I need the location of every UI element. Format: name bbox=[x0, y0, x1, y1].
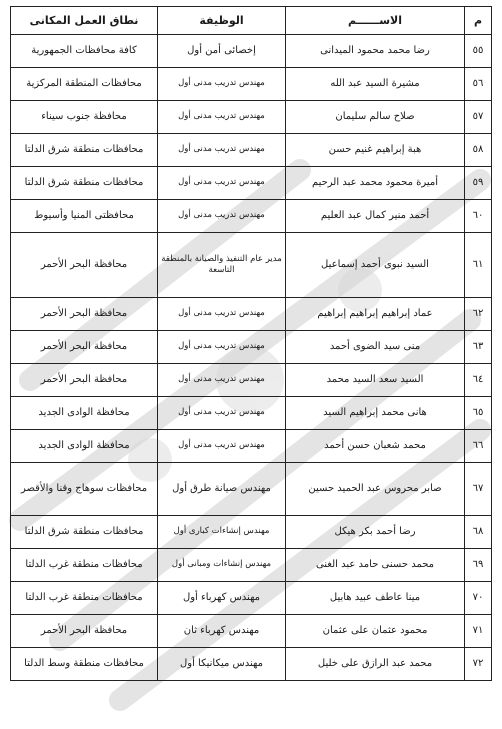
table-header-row bbox=[11, 7, 492, 35]
cell-num: ٦٣ bbox=[465, 331, 492, 364]
cell-job: مهندس تدريب مدنى أول bbox=[158, 430, 286, 463]
cell-num: ٦٤ bbox=[465, 364, 492, 397]
cell-scope: كافة محافظات الجمهورية bbox=[11, 35, 158, 68]
cell-scope: محافظات المنطقة المركزية bbox=[11, 68, 158, 101]
cell-num: ٧٠ bbox=[465, 582, 492, 615]
cell-name: محمود عثمان على عثمان bbox=[286, 615, 465, 648]
cell-num: ٥٨ bbox=[465, 134, 492, 167]
cell-job: مهندس تدريب مدنى أول bbox=[158, 364, 286, 397]
cell-name: محمد عبد الرازق على خليل bbox=[286, 648, 465, 681]
table-row bbox=[11, 134, 492, 167]
cell-num: ٦٢ bbox=[465, 298, 492, 331]
table-row bbox=[11, 68, 492, 101]
cell-scope: محافظات منطقة غرب الدلتا bbox=[11, 549, 158, 582]
cell-num: ٧١ bbox=[465, 615, 492, 648]
table-row bbox=[11, 648, 492, 681]
cell-name: رضا أحمد بكر هيكل bbox=[286, 516, 465, 549]
header-name: الاســــــم bbox=[286, 7, 465, 35]
cell-num: ٧٢ bbox=[465, 648, 492, 681]
table-row bbox=[11, 200, 492, 233]
cell-num: ٦٧ bbox=[465, 463, 492, 516]
cell-job: مهندس تدريب مدنى أول bbox=[158, 397, 286, 430]
cell-scope: محافظات منطقة شرق الدلتا bbox=[11, 516, 158, 549]
header-scope: نطاق العمل المكانى bbox=[11, 7, 158, 35]
cell-scope: محافظات منطقة وسط الدلتا bbox=[11, 648, 158, 681]
cell-num: ٦٨ bbox=[465, 516, 492, 549]
cell-num: ٦٥ bbox=[465, 397, 492, 430]
cell-job: مهندس تدريب مدنى أول bbox=[158, 200, 286, 233]
cell-job: مهندس إنشاءات كبارى أول bbox=[158, 516, 286, 549]
cell-name: هانى محمد إبراهيم السيد bbox=[286, 397, 465, 430]
cell-name: أحمد منير كمال عبد العليم bbox=[286, 200, 465, 233]
table-row bbox=[11, 549, 492, 582]
cell-scope: محافظتى المنيا وأسيوط bbox=[11, 200, 158, 233]
cell-job: مهندس كهرباء أول bbox=[158, 582, 286, 615]
cell-num: ٦٩ bbox=[465, 549, 492, 582]
table-row bbox=[11, 233, 492, 298]
table-row bbox=[11, 397, 492, 430]
cell-num: ٥٩ bbox=[465, 167, 492, 200]
cell-name: مشيرة السيد عبد الله bbox=[286, 68, 465, 101]
cell-name: رضا محمد محمود الميدانى bbox=[286, 35, 465, 68]
cell-name: صابر محروس عبد الحميد حسين bbox=[286, 463, 465, 516]
cell-name: السيد سعد السيد محمد bbox=[286, 364, 465, 397]
cell-job: مهندس صيانة طرق أول bbox=[158, 463, 286, 516]
cell-name: منى سيد الضوى أحمد bbox=[286, 331, 465, 364]
header-job: الوظيفة bbox=[158, 7, 286, 35]
cell-scope: محافظة البحر الأحمر bbox=[11, 615, 158, 648]
cell-job: إخصائى أمن أول bbox=[158, 35, 286, 68]
cell-name: محمد شعبان حسن أحمد bbox=[286, 430, 465, 463]
cell-scope: محافظات منطقة شرق الدلتا bbox=[11, 167, 158, 200]
cell-scope: محافظات سوهاج وقنا والأقصر bbox=[11, 463, 158, 516]
cell-scope: محافظات منطقة شرق الدلتا bbox=[11, 134, 158, 167]
table-row bbox=[11, 167, 492, 200]
cell-job: مهندس تدريب مدنى أول bbox=[158, 134, 286, 167]
table-row bbox=[11, 582, 492, 615]
cell-scope: محافظة جنوب سيناء bbox=[11, 101, 158, 134]
cell-job: مهندس تدريب مدنى أول bbox=[158, 167, 286, 200]
cell-scope: محافظة البحر الأحمر bbox=[11, 331, 158, 364]
table-row bbox=[11, 463, 492, 516]
cell-num: ٥٧ bbox=[465, 101, 492, 134]
cell-job: مهندس تدريب مدنى أول bbox=[158, 101, 286, 134]
cell-scope: محافظة الوادى الجديد bbox=[11, 397, 158, 430]
table-row bbox=[11, 615, 492, 648]
cell-job: مهندس تدريب مدنى أول bbox=[158, 68, 286, 101]
table-row bbox=[11, 430, 492, 463]
cell-name: السيد نبوى أحمد إسماعيل bbox=[286, 233, 465, 298]
table-row bbox=[11, 364, 492, 397]
cell-scope: محافظة البحر الأحمر bbox=[11, 233, 158, 298]
header-num: م bbox=[465, 7, 492, 35]
cell-name: أميرة محمود محمد عبد الرحيم bbox=[286, 167, 465, 200]
cell-num: ٦٠ bbox=[465, 200, 492, 233]
table-row bbox=[11, 101, 492, 134]
cell-job: مدير عام التنفيذ والصيانة بالمنطقة التاسعة bbox=[158, 233, 286, 298]
cell-num: ٦١ bbox=[465, 233, 492, 298]
cell-name: مينا عاطف عبيد هابيل bbox=[286, 582, 465, 615]
cell-num: ٦٦ bbox=[465, 430, 492, 463]
cell-job: مهندس تدريب مدنى أول bbox=[158, 298, 286, 331]
cell-job: مهندس ميكانيكا أول bbox=[158, 648, 286, 681]
cell-scope: محافظة البحر الأحمر bbox=[11, 364, 158, 397]
staff-table bbox=[10, 6, 492, 681]
cell-name: هبة إبراهيم غنيم حسن bbox=[286, 134, 465, 167]
cell-name: محمد حسنى حامد عبد الغنى bbox=[286, 549, 465, 582]
cell-scope: محافظة البحر الأحمر bbox=[11, 298, 158, 331]
table-row bbox=[11, 331, 492, 364]
cell-scope: محافظات منطقة غرب الدلتا bbox=[11, 582, 158, 615]
cell-num: ٥٥ bbox=[465, 35, 492, 68]
cell-name: عماد إبراهيم إبراهيم إبراهيم bbox=[286, 298, 465, 331]
cell-name: صلاح سالم سليمان bbox=[286, 101, 465, 134]
cell-scope: محافظة الوادى الجديد bbox=[11, 430, 158, 463]
cell-job: مهندس تدريب مدنى أول bbox=[158, 331, 286, 364]
table-row bbox=[11, 516, 492, 549]
cell-num: ٥٦ bbox=[465, 68, 492, 101]
cell-job: مهندس كهرباء ثان bbox=[158, 615, 286, 648]
table-row bbox=[11, 35, 492, 68]
cell-job: مهندس إنشاءات ومبانى أول bbox=[158, 549, 286, 582]
table-row bbox=[11, 298, 492, 331]
